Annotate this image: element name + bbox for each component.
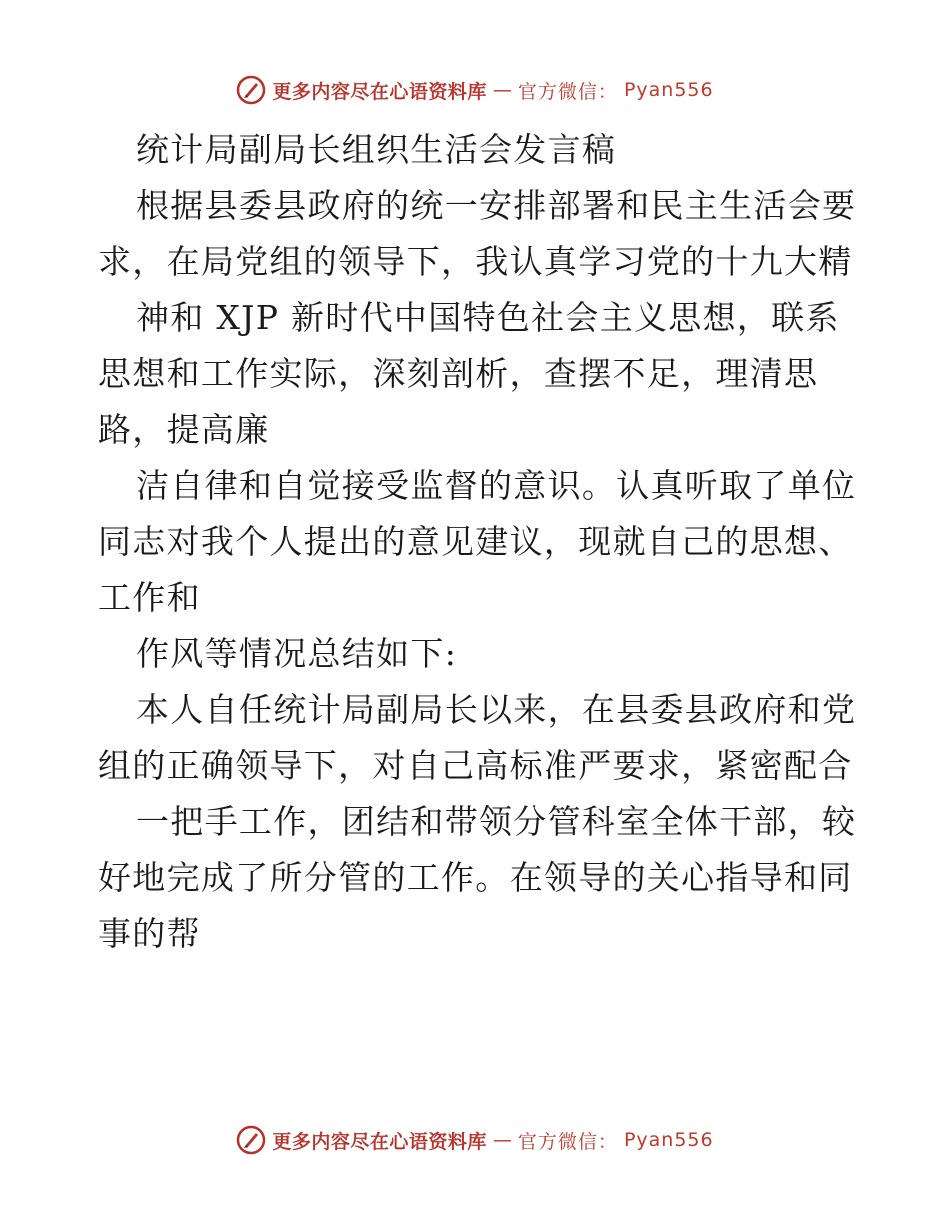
text-line: 工作和 bbox=[98, 578, 201, 617]
text-line: 事的帮 bbox=[98, 914, 201, 953]
watermark-wechat-id: Pyan556 bbox=[623, 1129, 714, 1151]
footer-watermark bbox=[0, 1120, 950, 1160]
quill-logo-icon bbox=[236, 75, 266, 105]
text-line: 组的正确领导下，对自己高标准严要求，紧密配合 bbox=[98, 746, 853, 785]
text-line: 求，在局党组的领导下，我认真学习党的十九大精 bbox=[98, 242, 853, 281]
text-line: 同志对我个人提出的意见建议，现就自己的思想、 bbox=[98, 522, 853, 561]
text-line: 一把手工作，团结和带领分管科室全体干部，较 bbox=[136, 802, 857, 841]
text-line: 作风等情况总结如下: bbox=[136, 634, 458, 673]
document-body bbox=[98, 122, 858, 962]
watermark-sub-text: 官方微信： bbox=[517, 1130, 618, 1153]
quill-logo-icon bbox=[236, 1125, 266, 1155]
watermark-sub-text: 官方微信： bbox=[517, 80, 618, 103]
text-line: 根据县委县政府的统一安排部署和民主生活会要 bbox=[136, 186, 857, 225]
text-line: 好地完成了所分管的工作。在领导的关心指导和同 bbox=[98, 858, 853, 897]
text-line: 本人自任统计局副局长以来，在县委县政府和党 bbox=[136, 690, 857, 729]
document-title: 统计局副局长组织生活会发言稿 bbox=[136, 130, 617, 169]
text-line: 洁自律和自觉接受监督的意识。认真听取了单位 bbox=[136, 466, 857, 505]
watermark-main-text: 更多内容尽在心语资料库 bbox=[272, 80, 487, 103]
text-line: 路，提高廉 bbox=[98, 410, 270, 449]
header-watermark bbox=[0, 70, 950, 110]
watermark-main-text: 更多内容尽在心语资料库 bbox=[272, 1130, 487, 1153]
text-line: 思想和工作实际，深刻剖析，查摆不足，理清思 bbox=[98, 354, 819, 393]
text-line: 神和 XJP 新时代中国特色社会主义思想，联系 bbox=[136, 298, 840, 337]
watermark-dash: — bbox=[492, 79, 512, 101]
watermark-wechat-id: Pyan556 bbox=[623, 79, 714, 101]
watermark-dash: — bbox=[492, 1129, 512, 1151]
